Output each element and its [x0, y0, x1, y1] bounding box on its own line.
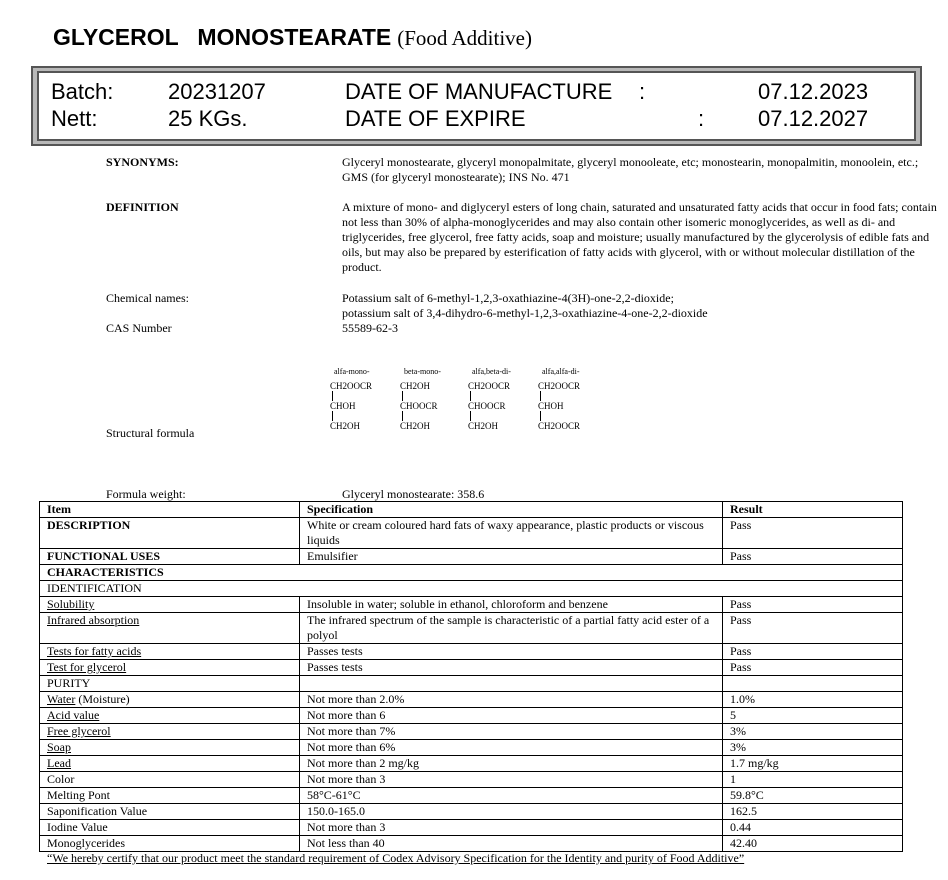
nett-value: 25 KGs. — [168, 106, 248, 131]
table-row — [40, 644, 903, 660]
table-cell-item: Melting Pont — [40, 788, 300, 804]
table-cell-specification: Passes tests — [300, 644, 723, 660]
formula-bond — [402, 411, 403, 421]
product-subtitle: (Food Additive) — [397, 26, 532, 50]
table-row — [40, 549, 903, 565]
table-section-heading: CHARACTERISTICS — [40, 565, 903, 581]
column-header-item: Item — [40, 502, 300, 518]
table-cell-item: Iodine Value — [40, 820, 300, 836]
chemical-names-label: Chemical names: — [106, 291, 189, 305]
table-cell-item-name: Acid value — [47, 708, 100, 722]
table-row — [40, 597, 903, 613]
table-cell-item-name: Free glycerol — [47, 724, 111, 738]
table-cell-item — [40, 613, 300, 644]
manufacture-colon: : — [639, 79, 646, 104]
cas-number-value: 55589-62-3 — [342, 321, 398, 335]
formula-weight-label: Formula weight: — [106, 487, 186, 501]
manufacture-label: DATE OF MANUFACTURE — [345, 79, 613, 104]
formula-weight-value: Glyceryl monostearate: 358.6 — [342, 487, 485, 501]
structural-formula-label: Structural formula — [106, 426, 195, 440]
table-cell-item: DESCRIPTION — [40, 518, 300, 549]
table-cell-result — [723, 676, 903, 692]
formula-group: CH2OH — [468, 421, 499, 431]
formula-group: CH2OOCR — [330, 381, 373, 391]
table-row — [40, 820, 903, 836]
nett-label: Nett: — [51, 106, 98, 131]
table-cell-specification: Emulsifier — [300, 549, 723, 565]
table-cell-item-name: Solubility — [47, 597, 95, 611]
table-cell-result: 1.7 mg/kg — [723, 756, 903, 772]
certification-statement: “We hereby certify that our product meet the standard requirement of Codex Advisory Specification for the Identity and purity of Food Additive” — [47, 851, 745, 865]
table-cell-item: PURITY — [40, 676, 300, 692]
table-row — [40, 740, 903, 756]
formula-group: CHOH — [538, 401, 564, 411]
table-cell-item — [40, 708, 300, 724]
formula-column — [468, 367, 511, 431]
table-cell-specification: Not more than 7% — [300, 724, 723, 740]
table-cell-result: Pass — [723, 549, 903, 565]
formula-bond — [402, 391, 403, 401]
formula-bond — [470, 411, 471, 421]
table-cell-result: Pass — [723, 613, 903, 644]
cas-number-label: CAS Number — [106, 321, 172, 335]
table-cell-item: Color — [40, 772, 300, 788]
synonyms-text: Glyceryl monostearate, glyceryl monopalmitate, glyceryl monooleate, etc; monostearin, monopalmitin, monoolein, etc.; GMS (for glyceryl monostearate); INS No. 471 — [342, 155, 919, 184]
column-header-result: Result — [723, 502, 903, 518]
formula-bond — [540, 411, 541, 421]
specification-table-body — [40, 518, 903, 852]
formula-group: CH2OOCR — [538, 381, 581, 391]
table-cell-specification: Not more than 3 — [300, 820, 723, 836]
table-cell-item-name: Tests for fatty acids — [47, 644, 142, 658]
table-cell-specification: 150.0-165.0 — [300, 804, 723, 820]
table-cell-item — [40, 756, 300, 772]
table-row — [40, 788, 903, 804]
formula-isomer-heading: alfa,beta-di- — [472, 367, 511, 376]
synonyms-label: SYNONYMS: — [106, 155, 179, 169]
table-cell-specification: Insoluble in water; soluble in ethanol, chloroform and benzene — [300, 597, 723, 613]
table-row — [40, 660, 903, 676]
expire-colon: : — [698, 106, 705, 131]
chemical-name-1: Potassium salt of 6-methyl-1,2,3-oxathiazine-4(3H)-one-2,2-dioxide; — [342, 291, 674, 305]
table-cell-result: Pass — [723, 644, 903, 660]
formula-bond — [332, 411, 333, 421]
table-cell-item: Monoglycerides — [40, 836, 300, 852]
table-cell-item: FUNCTIONAL USES — [40, 549, 300, 565]
table-cell-item: Saponification Value — [40, 804, 300, 820]
table-cell-item — [40, 660, 300, 676]
table-cell-result: 59.8°C — [723, 788, 903, 804]
table-cell-item — [40, 740, 300, 756]
formula-group: CH2OH — [400, 381, 431, 391]
table-cell-specification: Not more than 6% — [300, 740, 723, 756]
table-cell-item — [40, 692, 300, 708]
table-cell-specification: Not less than 40 — [300, 836, 723, 852]
formula-group: CH2OOCR — [538, 421, 581, 431]
formula-group: CHOOCR — [400, 401, 438, 411]
table-cell-result: 3% — [723, 740, 903, 756]
table-row — [40, 772, 903, 788]
manufacture-date: 07.12.2023 — [758, 79, 869, 104]
table-cell-item — [40, 597, 300, 613]
table-row — [40, 581, 903, 597]
table-row — [40, 518, 903, 549]
table-cell-specification: Not more than 2 mg/kg — [300, 756, 723, 772]
document-title — [53, 24, 532, 51]
formula-isomer-heading: beta-mono- — [404, 367, 441, 376]
formula-isomer-heading: alfa-mono- — [334, 367, 370, 376]
table-cell-result: 3% — [723, 724, 903, 740]
definition-label: DEFINITION — [106, 200, 179, 214]
table-cell-item-name: Lead — [47, 756, 71, 770]
formula-bond — [540, 391, 541, 401]
table-cell-result: 1.0% — [723, 692, 903, 708]
table-cell-item-name: Water — [47, 692, 76, 706]
formula-column — [330, 367, 372, 431]
table-cell-specification: Not more than 6 — [300, 708, 723, 724]
table-cell-result: 1 — [723, 772, 903, 788]
formula-group: CH2OOCR — [468, 381, 511, 391]
table-cell-result: Pass — [723, 660, 903, 676]
table-cell-result: Pass — [723, 518, 903, 549]
column-header-specification: Specification — [300, 502, 723, 518]
table-cell-item-name: Test for glycerol — [47, 660, 127, 674]
table-cell-specification: Not more than 3 — [300, 772, 723, 788]
table-row — [40, 724, 903, 740]
expire-label: DATE OF EXPIRE — [345, 106, 526, 131]
formula-group: CH2OH — [400, 421, 431, 431]
table-cell-item-name: Infrared absorption — [47, 613, 140, 627]
expire-date: 07.12.2027 — [758, 106, 869, 131]
table-cell-item-note: (Moisture) — [75, 692, 130, 706]
table-row — [40, 676, 903, 692]
table-cell-specification: Passes tests — [300, 660, 723, 676]
table-cell-item — [40, 644, 300, 660]
table-cell-specification: The infrared spectrum of the sample is characteristic of a partial fatty acid ester of a polyol — [300, 613, 723, 644]
specification-table — [39, 501, 903, 852]
table-cell-result: 162.5 — [723, 804, 903, 820]
formula-bond — [470, 391, 471, 401]
table-row — [40, 836, 903, 852]
table-cell-result: 42.40 — [723, 836, 903, 852]
table-cell-result: 0.44 — [723, 820, 903, 836]
table-row — [40, 756, 903, 772]
formula-column — [538, 367, 580, 431]
product-name: GLYCEROL MONOSTEARATE — [53, 24, 392, 50]
definition-text: A mixture of mono- and diglyceryl esters of long chain, saturated and unsaturated fatty acids that occur in food fats; contain not less than 30% of alpha-monoglycerides and may also contain other isomeric monoglycerides, as well as di- and triglycerides, free glycerol, free fatty acids, soap and moisture; usually manufactured by the glycerolysis of edible fats and oils, but may also be prepared by esterification of fatty acids with glycerol, with or without molecular distillation of the product. — [342, 200, 937, 274]
table-cell-result: Pass — [723, 597, 903, 613]
chemical-name-2: potassium salt of 3,4-dihydro-6-methyl-1,2,3-oxathiazine-4-one-2,2-dioxide — [342, 306, 708, 320]
table-cell-result: 5 — [723, 708, 903, 724]
batch-label: Batch: — [51, 79, 114, 104]
table-cell-specification: 58°C-61°C — [300, 788, 723, 804]
table-section-heading: IDENTIFICATION — [40, 581, 903, 597]
table-cell-item-name: Soap — [47, 740, 71, 754]
table-row — [40, 708, 903, 724]
table-row — [40, 613, 903, 644]
formula-group: CHOOCR — [468, 401, 506, 411]
table-row — [40, 804, 903, 820]
table-cell-specification: White or cream coloured hard fats of waxy appearance, plastic products or viscous liquids — [300, 518, 723, 549]
table-cell-specification — [300, 676, 723, 692]
table-cell-item — [40, 724, 300, 740]
formula-group: CH2OH — [330, 421, 361, 431]
table-row — [40, 565, 903, 581]
formula-column — [400, 367, 441, 431]
batch-value: 20231207 — [168, 79, 266, 104]
formula-bond — [332, 391, 333, 401]
table-row — [40, 692, 903, 708]
formula-group: CHOH — [330, 401, 356, 411]
table-header-row — [40, 502, 903, 518]
formula-isomer-heading: alfa,alfa-di- — [542, 367, 580, 376]
table-cell-specification: Not more than 2.0% — [300, 692, 723, 708]
